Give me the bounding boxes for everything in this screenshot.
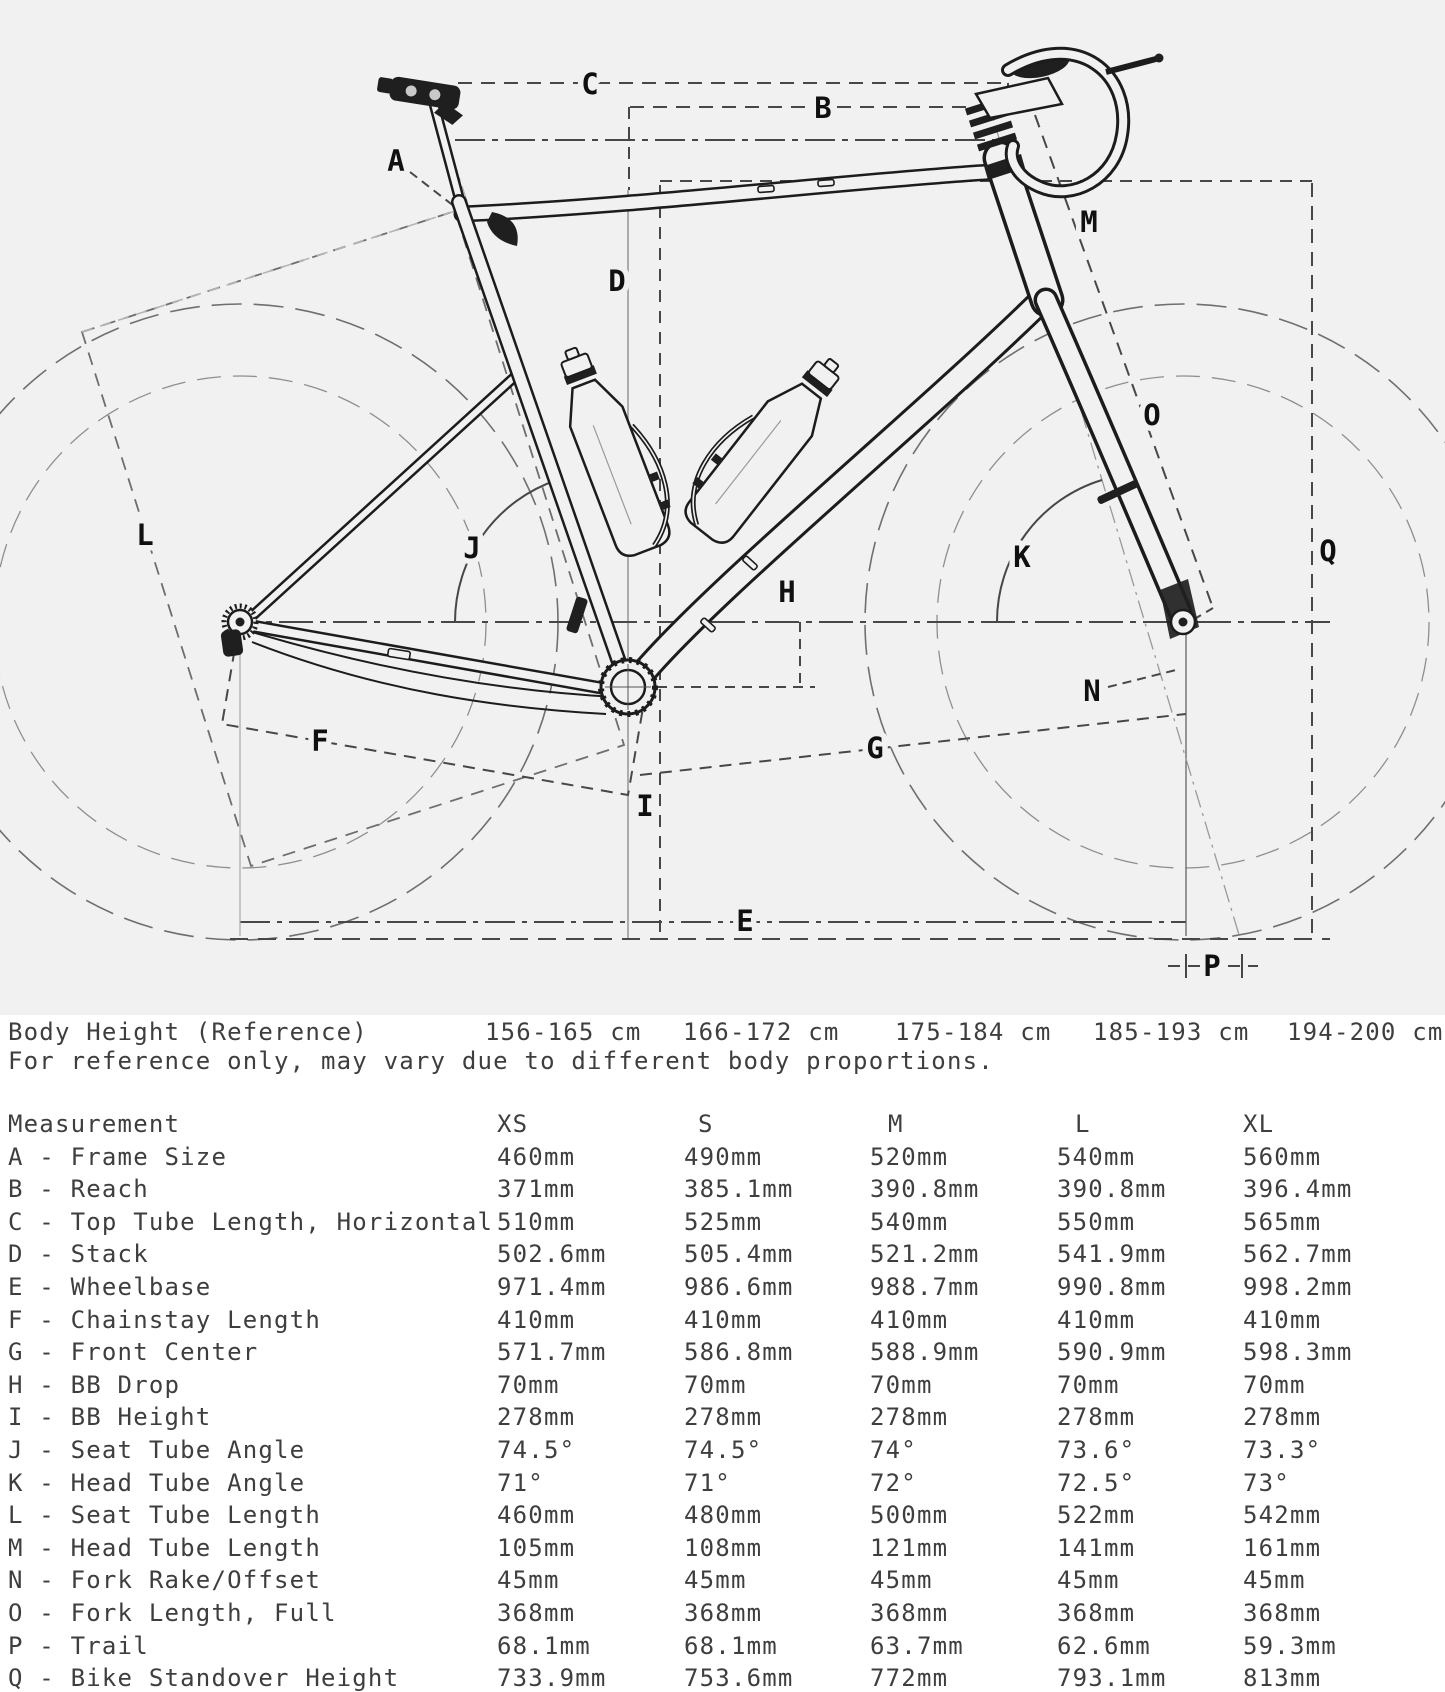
table-row-cell: 70mm xyxy=(870,1370,933,1399)
body-height-range: 175-184 cm xyxy=(895,1018,1052,1046)
dim-label-O: O xyxy=(1143,398,1161,432)
table-header-row xyxy=(0,1110,1445,1137)
table-row-cell: 278mm xyxy=(1243,1403,1322,1432)
dim-label-J: J xyxy=(463,531,481,565)
table-row-cell: 541.9mm xyxy=(1057,1240,1167,1269)
table-row-label: I - BB Height xyxy=(8,1403,212,1432)
table-row-cell: 480mm xyxy=(684,1501,763,1530)
table-row-cell: 990.8mm xyxy=(1057,1273,1167,1301)
dim-label-P: P xyxy=(1203,949,1221,983)
table-row-label: C - Top Tube Length, Horizontal xyxy=(8,1207,494,1236)
table-row-cell: 542mm xyxy=(1243,1501,1322,1530)
table-row-label: M - Head Tube Length xyxy=(8,1533,321,1562)
table-row-label: D - Stack xyxy=(8,1240,149,1269)
table-row-cell: 560mm xyxy=(1243,1142,1322,1171)
dim-label-A: A xyxy=(387,144,405,178)
dim-label-F: F xyxy=(311,724,329,758)
table-row-cell: 733.9mm xyxy=(497,1664,607,1692)
table-row-cell: 410mm xyxy=(870,1305,949,1334)
table-row-cell: 70mm xyxy=(684,1370,747,1399)
table-row xyxy=(0,1403,1445,1430)
table-row-cell: 161mm xyxy=(1243,1533,1322,1562)
table-row-label: F - Chainstay Length xyxy=(8,1305,321,1334)
rear-dropout xyxy=(220,606,256,657)
table-row-cell: 68.1mm xyxy=(684,1631,778,1660)
table-row-cell: 71° xyxy=(684,1468,731,1497)
table-row-label: J - Seat Tube Angle xyxy=(8,1436,306,1464)
table-row-cell: 45mm xyxy=(1243,1566,1306,1595)
table-row-cell: 520mm xyxy=(870,1142,949,1171)
dim-label-Q: Q xyxy=(1319,534,1337,568)
dim-label-H: H xyxy=(778,575,796,609)
front-dropout xyxy=(1171,610,1195,634)
table-row-cell: 121mm xyxy=(870,1533,949,1562)
table-row-cell: 278mm xyxy=(497,1403,576,1432)
table-row-label: E - Wheelbase xyxy=(8,1273,212,1301)
table-row-cell: 550mm xyxy=(1057,1207,1136,1236)
table-row-cell: 385.1mm xyxy=(684,1175,794,1204)
table-row-cell: 586.8mm xyxy=(684,1338,794,1367)
table-row-label: N - Fork Rake/Offset xyxy=(8,1566,321,1595)
table-row xyxy=(0,1436,1445,1463)
table-row-cell: 588.9mm xyxy=(870,1338,980,1367)
table-row-cell: 793.1mm xyxy=(1057,1664,1167,1692)
dim-label-M: M xyxy=(1080,205,1098,239)
body-height-range: 166-172 cm xyxy=(683,1018,840,1046)
water-bottle-down-tube xyxy=(670,337,857,549)
table-row-cell: 971.4mm xyxy=(497,1273,607,1301)
table-row-cell: 460mm xyxy=(497,1142,576,1171)
table-row-cell: 521.2mm xyxy=(870,1240,980,1269)
table-row-cell: 45mm xyxy=(497,1566,560,1595)
table-row-cell: 72.5° xyxy=(1057,1468,1136,1497)
table-row-cell: 72° xyxy=(870,1468,917,1497)
table-header-row-cell: XL xyxy=(1243,1110,1275,1138)
table-header-row-label: Measurement xyxy=(8,1110,181,1138)
table-row-cell: 410mm xyxy=(684,1305,763,1334)
table-row-cell: 45mm xyxy=(870,1566,933,1595)
frame xyxy=(220,45,1199,714)
table-row-cell: 772mm xyxy=(870,1664,949,1692)
table-row-cell: 278mm xyxy=(870,1403,949,1432)
dim-label-B: B xyxy=(814,91,832,125)
table-row-cell: 490mm xyxy=(684,1142,763,1171)
table-row-cell: 59.3mm xyxy=(1243,1631,1337,1660)
table-row-cell: 390.8mm xyxy=(1057,1175,1167,1204)
body-height-range: 156-165 cm xyxy=(485,1018,642,1046)
table-row-cell: 68.1mm xyxy=(497,1631,591,1660)
table-header-row-cell: XS xyxy=(497,1110,529,1138)
table-row-cell: 74° xyxy=(870,1436,917,1464)
table-row-label: B - Reach xyxy=(8,1175,149,1204)
table-row-cell: 368mm xyxy=(684,1599,763,1627)
table-row-cell: 986.6mm xyxy=(684,1273,794,1301)
dim-label-E: E xyxy=(736,904,754,938)
table-row-label: H - BB Drop xyxy=(8,1370,181,1399)
dim-label-N: N xyxy=(1083,674,1101,708)
table-row xyxy=(0,1632,1445,1659)
table-row-cell: 70mm xyxy=(1057,1370,1120,1399)
table-row-cell: 368mm xyxy=(1243,1599,1322,1627)
body-height-range: 194-200 cm xyxy=(1287,1018,1444,1046)
table-row-cell: 396.4mm xyxy=(1243,1175,1353,1204)
table-row-cell: 45mm xyxy=(684,1566,747,1595)
table-row-cell: 753.6mm xyxy=(684,1664,794,1692)
table-row xyxy=(0,1566,1445,1593)
table-row-cell: 998.2mm xyxy=(1243,1273,1353,1301)
table-row-cell: 571.7mm xyxy=(497,1338,607,1367)
table-row-label: A - Frame Size xyxy=(8,1142,228,1171)
table-row-cell: 813mm xyxy=(1243,1664,1322,1692)
table-row-cell: 522mm xyxy=(1057,1501,1136,1530)
table-row-label: O - Fork Length, Full xyxy=(8,1599,337,1627)
table-row-cell: 63.7mm xyxy=(870,1631,964,1660)
table-row-cell: 74.5° xyxy=(684,1436,763,1464)
table-row-cell: 540mm xyxy=(1057,1142,1136,1171)
table-row-cell: 141mm xyxy=(1057,1533,1136,1562)
table-row-label: Q - Bike Standover Height xyxy=(8,1664,400,1692)
table-row-cell: 62.6mm xyxy=(1057,1631,1151,1660)
dim-label-K: K xyxy=(1013,540,1031,574)
brake-lever xyxy=(1106,59,1156,72)
table-row xyxy=(0,1143,1445,1170)
table-row-cell: 73° xyxy=(1243,1468,1290,1497)
table-row xyxy=(0,1306,1445,1333)
table-row-cell: 502.6mm xyxy=(497,1240,607,1269)
bottom-bracket xyxy=(601,660,655,714)
table-row-cell: 390.8mm xyxy=(870,1175,980,1204)
table-row xyxy=(0,1240,1445,1267)
table-row-cell: 410mm xyxy=(1243,1305,1322,1334)
table-row-cell: 410mm xyxy=(497,1305,576,1334)
body-height-label: Body Height (Reference) xyxy=(8,1018,368,1046)
table-row-label: L - Seat Tube Length xyxy=(8,1501,321,1530)
table-row-label: K - Head Tube Angle xyxy=(8,1468,306,1497)
table-row-cell: 500mm xyxy=(870,1501,949,1530)
table-row-cell: 105mm xyxy=(497,1533,576,1562)
body-height-note: For reference only, may vary due to different body proportions. xyxy=(8,1047,994,1075)
table-header-row-cell: M xyxy=(888,1110,904,1138)
table-row-cell: 598.3mm xyxy=(1243,1338,1353,1367)
table-row xyxy=(0,1534,1445,1561)
seatpost-head xyxy=(373,74,467,126)
dim-label-L: L xyxy=(136,518,154,552)
dim-label-G: G xyxy=(866,731,884,765)
table-row-cell: 74.5° xyxy=(497,1436,576,1464)
table-row-cell: 70mm xyxy=(497,1370,560,1399)
table-row-cell: 540mm xyxy=(870,1207,949,1236)
table-row xyxy=(0,1599,1445,1626)
table-row-cell: 562.7mm xyxy=(1243,1240,1353,1269)
table-row-cell: 368mm xyxy=(870,1599,949,1627)
dim-label-D: D xyxy=(608,264,626,298)
table-row-cell: 371mm xyxy=(497,1175,576,1204)
table-row-cell: 510mm xyxy=(497,1207,576,1236)
table-header-row-cell: S xyxy=(698,1110,714,1138)
table-row-cell: 988.7mm xyxy=(870,1273,980,1301)
table-row xyxy=(0,1208,1445,1235)
table-row xyxy=(0,1371,1445,1398)
table-row-cell: 73.6° xyxy=(1057,1436,1136,1464)
table-row xyxy=(0,1175,1445,1202)
table-row xyxy=(0,1664,1445,1691)
table-row-cell: 71° xyxy=(497,1468,544,1497)
table-row-cell: 505.4mm xyxy=(684,1240,794,1269)
dim-label-C: C xyxy=(581,67,599,101)
table-row-cell: 368mm xyxy=(1057,1599,1136,1627)
table-row-cell: 108mm xyxy=(684,1533,763,1562)
table-row-label: P - Trail xyxy=(8,1631,149,1660)
table-row xyxy=(0,1273,1445,1300)
table-row-cell: 460mm xyxy=(497,1501,576,1530)
table-row-cell: 278mm xyxy=(1057,1403,1136,1432)
table-row xyxy=(0,1338,1445,1365)
body-height-range: 185-193 cm xyxy=(1093,1018,1250,1046)
table-row-cell: 410mm xyxy=(1057,1305,1136,1334)
table-row xyxy=(0,1501,1445,1528)
table-row-cell: 590.9mm xyxy=(1057,1338,1167,1367)
table-row-cell: 70mm xyxy=(1243,1370,1306,1399)
seat-tube-length-box xyxy=(82,211,624,866)
table-row-cell: 278mm xyxy=(684,1403,763,1432)
table-row-cell: 73.3° xyxy=(1243,1436,1322,1464)
table-header-row-cell: L xyxy=(1075,1110,1091,1138)
table-row-label: G - Front Center xyxy=(8,1338,259,1367)
table-row xyxy=(0,1469,1445,1496)
table-row-cell: 525mm xyxy=(684,1207,763,1236)
table-row-cell: 368mm xyxy=(497,1599,576,1627)
table-row-cell: 45mm xyxy=(1057,1566,1120,1595)
dim-label-I: I xyxy=(636,789,654,823)
table-row-cell: 565mm xyxy=(1243,1207,1322,1236)
